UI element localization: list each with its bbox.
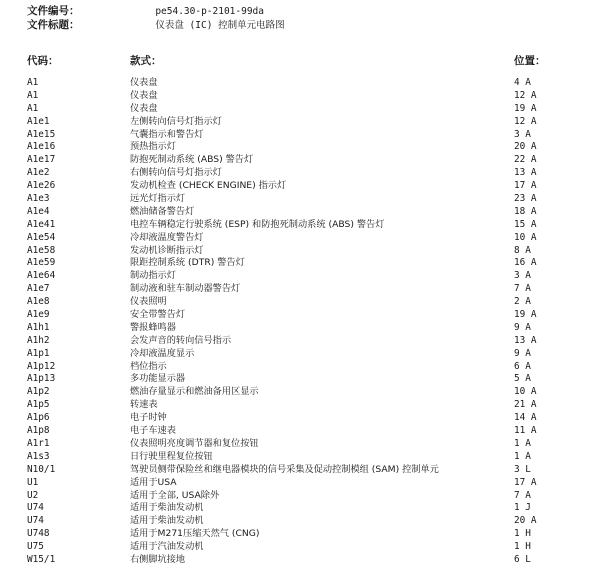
table-row: [0, 412, 601, 425]
component-code: A1h2: [27, 334, 50, 346]
component-code: A1e41: [27, 218, 56, 230]
component-position: 15 A: [514, 218, 537, 230]
component-position: 3 A: [514, 128, 531, 140]
component-name: 冷却液温度警告灯: [130, 231, 204, 243]
component-table: [0, 77, 601, 567]
component-name: 驾驶员侧带保险丝和继电器模块的信号采集及促动控制模组 (SAM) 控制单元: [130, 463, 439, 475]
component-position: 14 A: [514, 412, 537, 424]
component-code: A1e3: [27, 193, 50, 205]
table-row: [0, 103, 601, 116]
component-code: A1e15: [27, 128, 56, 140]
component-position: 9 A: [514, 321, 531, 333]
component-position: 22 A: [514, 154, 537, 166]
component-name: 发动机检查 (CHECK ENGINE) 指示灯: [130, 180, 287, 192]
code-column-header: 代码：: [27, 55, 59, 67]
component-code: U75: [27, 541, 44, 553]
component-position: 6 A: [514, 360, 531, 372]
component-name: 电子车速表: [130, 425, 176, 437]
component-position: 3 L: [514, 463, 531, 475]
component-code: A1p12: [27, 360, 56, 372]
component-code: A1e4: [27, 205, 50, 217]
component-position: 9 A: [514, 347, 531, 359]
component-position: 10 A: [514, 231, 537, 243]
component-code: A1p1: [27, 347, 50, 359]
component-name: 适用于全部, USA除外: [130, 489, 220, 501]
table-row: [0, 515, 601, 528]
component-name: 安全带警告灯: [130, 309, 186, 321]
document-number-label: 文件编号：: [27, 5, 80, 17]
table-row: [0, 438, 601, 451]
table-row: [0, 232, 601, 245]
component-code: A1e64: [27, 270, 56, 282]
component-position: 20 A: [514, 515, 537, 527]
document-title-label: 文件标题：: [27, 19, 80, 31]
component-code: A1: [27, 102, 39, 114]
component-name: 远光灯指示灯: [130, 193, 186, 205]
component-name: 限距控制系统 (DTR) 警告灯: [130, 257, 245, 269]
component-code: A1p13: [27, 373, 56, 385]
component-name: 多功能显示器: [130, 373, 186, 385]
component-name: 适用于USA: [130, 476, 177, 488]
table-row: [0, 257, 601, 270]
component-code: A1r1: [27, 437, 50, 449]
component-name: 防抱死制动系统 (ABS) 警告灯: [130, 154, 254, 166]
table-row: [0, 167, 601, 180]
component-code: A1e9: [27, 309, 50, 321]
component-name: 适用于汽油发动机: [130, 541, 204, 553]
component-position: 12 A: [514, 115, 537, 127]
table-row: [0, 296, 601, 309]
component-name: 档位指示: [130, 360, 167, 372]
component-name: 燃油储备警告灯: [130, 205, 195, 217]
component-position: 12 A: [514, 89, 537, 101]
component-code: W15/1: [27, 553, 56, 565]
table-row: [0, 206, 601, 219]
component-position: 5 A: [514, 373, 531, 385]
table-header: [0, 53, 601, 67]
table-row: [0, 361, 601, 374]
component-code: A1e54: [27, 231, 56, 243]
component-code: U74: [27, 515, 44, 527]
table-row: [0, 386, 601, 399]
table-row: [0, 451, 601, 464]
component-code: U2: [27, 489, 39, 501]
table-row: [0, 180, 601, 193]
component-position: 8 A: [514, 244, 531, 256]
table-row: [0, 322, 601, 335]
component-position: 17 A: [514, 476, 537, 488]
name-column-header: 款式：: [130, 55, 162, 67]
component-position: 16 A: [514, 257, 537, 269]
component-name: 制动液和驻车制动器警告灯: [130, 283, 241, 295]
component-position: 1 H: [514, 541, 531, 553]
component-name: 转速表: [130, 399, 158, 411]
component-name: 日行驶里程复位按钮: [130, 450, 213, 462]
component-name: 仪表照明: [130, 296, 167, 308]
component-position: 10 A: [514, 386, 537, 398]
component-position: 1 A: [514, 450, 531, 462]
table-row: [0, 373, 601, 386]
component-position: 1 H: [514, 528, 531, 540]
table-row: [0, 193, 601, 206]
component-code: A1p5: [27, 399, 50, 411]
component-code: A1e7: [27, 283, 50, 295]
table-row: [0, 425, 601, 438]
component-name: 冷却液温度显示: [130, 347, 195, 359]
table-row: [0, 283, 601, 296]
component-position: 6 L: [514, 553, 531, 565]
component-code: A1s3: [27, 450, 50, 462]
table-row: [0, 477, 601, 490]
table-row: [0, 399, 601, 412]
table-row: [0, 490, 601, 503]
component-name: 发动机诊断指示灯: [130, 244, 204, 256]
component-name: 会发声音的转向信号指示: [130, 334, 232, 346]
component-name: 制动指示灯: [130, 270, 176, 282]
component-code: A1: [27, 77, 39, 88]
component-position: 20 A: [514, 141, 537, 153]
table-row: [0, 309, 601, 322]
component-code: A1e58: [27, 244, 56, 256]
table-row: [0, 554, 601, 567]
component-code: U74: [27, 502, 44, 514]
component-code: A1e26: [27, 180, 56, 192]
component-name: 仪表照明亮度调节器和复位按钮: [130, 437, 259, 449]
component-code: A1p2: [27, 386, 50, 398]
component-name: 电控车辆稳定行驶系统 (ESP) 和防抱死制动系统 (ABS) 警告灯: [130, 218, 385, 230]
component-code: A1p8: [27, 425, 50, 437]
component-name: 适用于柴油发动机: [130, 515, 204, 527]
component-position: 11 A: [514, 425, 537, 437]
table-row: [0, 141, 601, 154]
component-name: 燃油存量显示和燃油备用区显示: [130, 386, 259, 398]
component-position: 7 A: [514, 489, 531, 501]
document-meta: [27, 4, 285, 32]
table-row: [0, 270, 601, 283]
component-name: 适用于M271压缩天然气 (CNG): [130, 528, 260, 540]
component-code: A1e1: [27, 115, 50, 127]
component-name: 右侧转向信号灯指示灯: [130, 167, 222, 179]
component-name: 左侧转向信号灯指示灯: [130, 115, 222, 127]
component-code: A1e17: [27, 154, 56, 166]
table-row: [0, 77, 601, 90]
component-name: 仪表盘: [130, 77, 158, 88]
component-position: 23 A: [514, 193, 537, 205]
table-row: [0, 219, 601, 232]
document-number-row: [27, 4, 285, 18]
component-name: 适用于柴油发动机: [130, 502, 204, 514]
component-name: 警报蜂鸣器: [130, 321, 176, 333]
component-code: A1: [27, 89, 39, 101]
component-name: 仪表盘: [130, 89, 158, 101]
document-title-value: 仪表盘 (IC) 控制单元电路图: [155, 20, 285, 31]
component-position: 19 A: [514, 309, 537, 321]
component-code: A1e2: [27, 167, 50, 179]
component-code: A1e16: [27, 141, 56, 153]
component-name: 仪表盘: [130, 102, 158, 114]
component-position: 7 A: [514, 283, 531, 295]
table-row: [0, 541, 601, 554]
component-position: 4 A: [514, 77, 531, 88]
component-code: U748: [27, 528, 50, 540]
component-code: N10/1: [27, 463, 56, 475]
component-position: 13 A: [514, 334, 537, 346]
component-code: A1p6: [27, 412, 50, 424]
component-position: 1 J: [514, 502, 531, 514]
component-position: 17 A: [514, 180, 537, 192]
table-row: [0, 348, 601, 361]
table-row: [0, 502, 601, 515]
component-name: 气囊指示和警告灯: [130, 128, 204, 140]
table-row: [0, 335, 601, 348]
table-row: [0, 528, 601, 541]
table-row: [0, 129, 601, 142]
component-code: A1e8: [27, 296, 50, 308]
document-title-row: [27, 18, 285, 32]
component-position: 3 A: [514, 270, 531, 282]
component-position: 13 A: [514, 167, 537, 179]
component-name: 预热指示灯: [130, 141, 176, 153]
component-position: 19 A: [514, 102, 537, 114]
table-row: [0, 245, 601, 258]
component-code: U1: [27, 476, 39, 488]
table-row: [0, 116, 601, 129]
component-position: 21 A: [514, 399, 537, 411]
component-position: 18 A: [514, 205, 537, 217]
document-number-value: pe54.30-p-2101-99da: [155, 6, 264, 17]
table-row: [0, 154, 601, 167]
component-position: 1 A: [514, 437, 531, 449]
component-position: 2 A: [514, 296, 531, 308]
component-code: A1h1: [27, 321, 50, 333]
component-name: 电子时钟: [130, 412, 167, 424]
position-column-header: 位置：: [514, 55, 546, 67]
component-code: A1e59: [27, 257, 56, 269]
table-row: [0, 464, 601, 477]
component-name: 右侧脚坑接地: [130, 553, 186, 565]
table-row: [0, 90, 601, 103]
